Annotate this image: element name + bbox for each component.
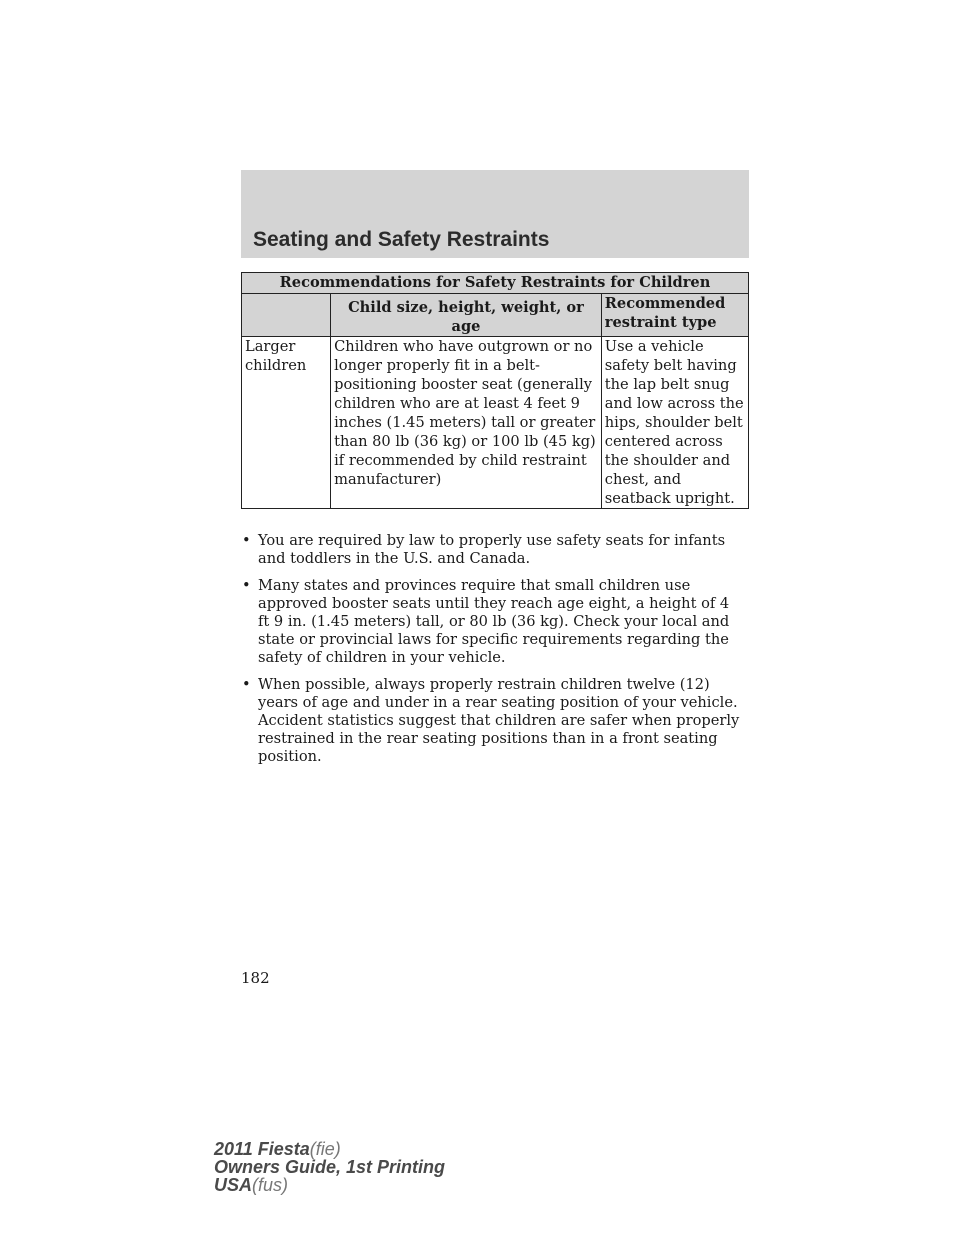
- document-footer: [214, 1140, 445, 1194]
- list-item: [241, 532, 741, 568]
- safety-restraints-table: [241, 272, 749, 509]
- column-header-restraint-type: Recommended restraint type: [601, 294, 748, 337]
- table-header-row: [242, 294, 749, 337]
- list-item: [241, 676, 741, 766]
- safety-bullet-list: [241, 532, 741, 775]
- column-header-child-size: Child size, height, weight, or age: [331, 294, 602, 337]
- column-header-category: [242, 294, 331, 337]
- footer-market-code: (fus): [252, 1175, 289, 1195]
- section-title: Seating and Safety Restraints: [253, 228, 550, 251]
- bullet-icon: •: [242, 532, 251, 549]
- section-header-band: [241, 170, 749, 258]
- footer-model-code: (fie): [309, 1139, 341, 1159]
- bullet-text: You are required by law to properly use safety seats for infants and toddlers in the U.S. and Canada.: [258, 532, 726, 567]
- footer-market: USA: [214, 1175, 253, 1195]
- row-restraint-cell: Use a vehicle safety belt having the lap belt snug and low across the hips, shoulder belt centered across the shoulder and chest, and seatback upright.: [601, 337, 748, 509]
- bullet-icon: •: [242, 577, 251, 594]
- footer-model: 2011 Fiesta: [214, 1139, 310, 1159]
- bullet-icon: •: [242, 676, 251, 693]
- table-row: [242, 337, 749, 509]
- row-size-cell: Children who have outgrown or no longer properly fit in a belt-positioning booster seat (generally children who are at least 4 feet 9 inches (1.45 meters) tall or greater than 80 lb (36 kg) or 100 lb (45 kg) if recommended by child restraint manufacturer): [331, 337, 602, 509]
- table-caption: Recommendations for Safety Restraints for Children: [242, 273, 749, 294]
- footer-printing: Owners Guide, 1st Printing: [214, 1157, 446, 1177]
- list-item: [241, 577, 741, 667]
- page-number: 182: [241, 969, 270, 987]
- bullet-text: When possible, always properly restrain children twelve (12) years of age and under in a rear seating position of your vehicle. Accident statistics suggest that children are safer when properly restrained in the rear seating positions than in a front seating position.: [258, 676, 740, 765]
- bullet-text: Many states and provinces require that small children use approved booster seats until they reach age eight, a height of 4 ft 9 in. (1.45 meters) tall, or 80 lb (36 kg). Check your local and state or provincial laws for specific requirements regarding the safety of children in your vehicle.: [258, 577, 730, 666]
- row-category-cell: Larger children: [242, 337, 331, 509]
